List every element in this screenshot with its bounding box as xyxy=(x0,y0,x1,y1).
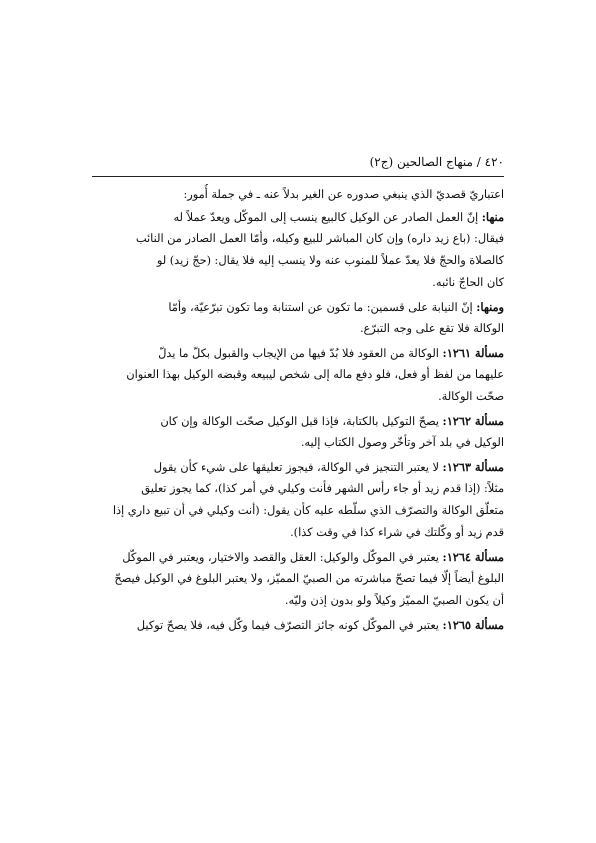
running-head: ٤٢٠ / منهاج الصالحين (ج٢) xyxy=(369,155,504,169)
header-rule xyxy=(92,176,504,177)
paragraph-lead: مسألة ١٢٦٢: xyxy=(442,414,504,428)
paragraph xyxy=(92,184,504,206)
text-line: متعلّق الوكالة والتصرّف الذي سلّطه عليه كأن يقول: (أنت وكيلي في أن تبيع داري إذا xyxy=(112,504,504,517)
paragraph xyxy=(92,410,504,454)
text-line: أن يكون الصبيّ المميّز وكيلاً ولو بدون إذن وليّه. xyxy=(284,594,504,607)
text-line: مسألة ١٢٦١: الوكالة من العقود فلا بُدّ فيها من الإيجاب والقبول بكلّ ما يدلّ xyxy=(158,346,504,360)
text-line: مسألة ١٢٦٢: يصحّ التوكيل بالكتابة، فإذا قبل الوكيل صحّت الوكالة وإن كان xyxy=(160,414,504,428)
text-line: البلوغ أيضاً إلّا فيما تصحّ مباشرته من الصبيّ المميّز، ولا يعتبر البلوغ في الوكيل فيصحّ xyxy=(114,572,504,585)
paragraph xyxy=(92,546,504,612)
text-line: مثلاً: (إذا قدم زيد أو جاء رأس الشهر فأنت وكيلي في أمر كذا)، كما يجوز تعليق xyxy=(141,482,504,495)
text-line: مسألة ١٢٦٣: لا يعتبر التنجيز في الوكالة، فيجوز تعليقها على شيء كأن يقول xyxy=(153,460,504,474)
text-line: الوكالة فلا تقع على وجه التبرّع. xyxy=(359,322,504,335)
text-line: صحّت الوكالة. xyxy=(438,390,504,403)
paragraph-lead: مسألة ١٢٦٤: xyxy=(442,550,504,564)
text-line: قدم زيد أو وكّلتك في شراء كذا في وقت كذا). xyxy=(290,526,504,539)
text-line: الوكيل في بلد آخر وتأخّر وصول الكتاب إليه. xyxy=(300,436,504,449)
text-line: اعتباريّ قصديّ الذي ينبغي صدوره عن الغير بدلاً عنه ـ في جملة أُمور: xyxy=(183,188,504,201)
paragraph xyxy=(92,342,504,408)
paragraph xyxy=(92,614,504,636)
text-line: مسألة ١٢٦٤: يعتبر في الموكّل والوكيل: العقل والقصد والاختيار، ويعتبر في الموكّل xyxy=(122,550,504,564)
text-line: فيقال: (باع زيد داره) وإن كان المباشر للبيع وكيله، وأمّا العمل الصادر من النائب xyxy=(135,232,504,245)
paragraph xyxy=(92,296,504,340)
paragraph-lead: ومنها: xyxy=(476,300,504,314)
paragraph-lead: مسألة ١٢٦١: xyxy=(442,346,504,360)
paragraph-lead: مسألة ١٢٦٣: xyxy=(442,460,504,474)
text-line: عليهما من لفظ أو فعل، فلو دفع ماله إلى شخص ليبيعه وقبضه الوكيل بهذا العنوان xyxy=(126,368,504,381)
paragraph xyxy=(92,206,504,294)
body-text xyxy=(92,184,504,636)
paragraph xyxy=(92,456,504,544)
paragraph-lead: مسألة ١٢٦٥: xyxy=(442,618,504,632)
text-line: كالصلاة والحجّ فلا يعدّ عملاً للمنوب عنه ولا ينسب إليه فلا يقال: (حجّ زيد) لو xyxy=(156,254,504,267)
text-line: منها: إنّ العمل الصادر عن الوكيل كالبيع ينسب إلى الموكّل ويعدّ عملاً له xyxy=(173,210,504,224)
text-line: ومنها: إنّ النيابة على قسمين: ما تكون عن استنابة وما تكون تبرّعيّة، وأمّا xyxy=(168,300,504,314)
paragraph-lead: منها: xyxy=(481,210,504,224)
text-line: كان الحاجّ نائبه. xyxy=(432,276,504,289)
text-line: مسألة ١٢٦٥: يعتبر في الموكّل كونه جائز التصرّف فيما وكّل فيه، فلا يصحّ توكيل xyxy=(136,618,504,632)
